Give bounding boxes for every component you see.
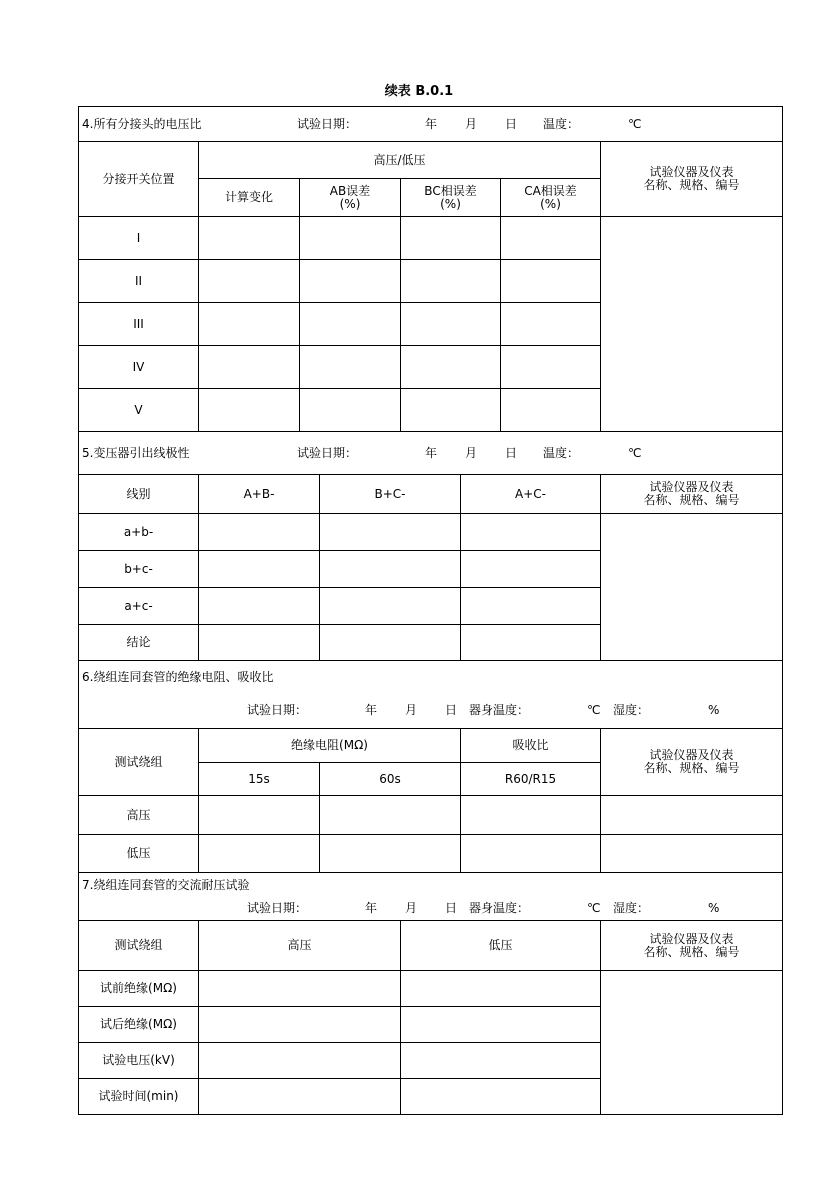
row-label: b+c- <box>79 551 199 588</box>
col-ab-label: AB误差 <box>329 183 371 198</box>
cell[interactable] <box>199 588 320 625</box>
cell[interactable] <box>199 1079 401 1115</box>
cell[interactable] <box>461 835 601 873</box>
month-label: 月 <box>465 116 478 131</box>
instrument-cell[interactable] <box>601 835 783 873</box>
cell[interactable] <box>401 1079 601 1115</box>
cell[interactable] <box>320 796 461 835</box>
instr-line1: 试验仪器及仪表 <box>649 931 734 946</box>
col-insulation-resistance: 绝缘电阻(MΩ) <box>199 729 461 763</box>
col-ca-label: CA相误差 <box>524 183 577 198</box>
date-label: 试验日期： <box>297 445 358 460</box>
date-label: 试验日期： <box>247 703 308 717</box>
row-label: 试后绝缘(MΩ) <box>79 1007 199 1043</box>
col-ab: A+B- <box>199 475 320 514</box>
row-label: 低压 <box>79 835 199 873</box>
section-4-header <box>79 107 783 142</box>
cell[interactable] <box>320 835 461 873</box>
instr-line1: 试验仪器及仪表 <box>649 748 734 762</box>
cell[interactable] <box>199 303 300 346</box>
pct: (%) <box>440 196 461 211</box>
cell[interactable] <box>199 835 320 873</box>
cell[interactable] <box>199 217 300 260</box>
section-5-header <box>79 432 783 475</box>
cell[interactable] <box>401 971 601 1007</box>
day-label: 日 <box>505 116 518 131</box>
cell[interactable] <box>401 260 501 303</box>
month-label: 月 <box>405 703 418 717</box>
year-label: 年 <box>425 445 438 460</box>
col-line: 线别 <box>79 475 199 514</box>
instrument-cell[interactable] <box>601 796 783 835</box>
day-label: 日 <box>445 703 458 717</box>
col-calc: 计算变化 <box>199 179 300 217</box>
cell[interactable] <box>199 1043 401 1079</box>
temp-unit: ℃ <box>628 116 642 131</box>
cell[interactable] <box>199 796 320 835</box>
cell[interactable] <box>300 217 401 260</box>
cell[interactable] <box>199 1007 401 1043</box>
humidity-label: 湿度： <box>613 901 650 915</box>
cell[interactable] <box>199 625 320 661</box>
section-7-header <box>79 873 783 921</box>
temp-unit: ℃ <box>587 901 601 915</box>
row-label: 高压 <box>79 796 199 835</box>
cell[interactable] <box>300 303 401 346</box>
col-position: 分接开关位置 <box>79 142 199 217</box>
cell[interactable] <box>461 588 601 625</box>
instr-line2: 名称、规格、编号 <box>643 493 740 507</box>
year-label: 年 <box>425 116 438 131</box>
row-label: 试验电压(kV) <box>79 1043 199 1079</box>
col-bc <box>401 179 501 217</box>
cell[interactable] <box>461 796 601 835</box>
cell[interactable] <box>401 217 501 260</box>
cell[interactable] <box>501 346 601 389</box>
cell[interactable] <box>401 346 501 389</box>
row-label: V <box>79 389 199 432</box>
section-heading: 5.变压器引出线极性 <box>82 445 190 460</box>
col-absorption: 吸收比 <box>461 729 601 763</box>
month-label: 月 <box>465 445 478 460</box>
col-instrument <box>601 475 783 514</box>
cell[interactable] <box>300 389 401 432</box>
cell[interactable] <box>199 346 300 389</box>
row-label: 结论 <box>79 625 199 661</box>
cell[interactable] <box>461 514 601 551</box>
cell[interactable] <box>199 389 300 432</box>
row-label: 试前绝缘(MΩ) <box>79 971 199 1007</box>
row-label: II <box>79 260 199 303</box>
temp-label: 温度： <box>543 116 580 131</box>
page-title: 续表 B.0.1 <box>384 84 454 99</box>
section-6-header <box>79 661 783 729</box>
instr-line1: 试验仪器及仪表 <box>649 165 734 179</box>
cell[interactable] <box>401 303 501 346</box>
cell[interactable] <box>199 514 320 551</box>
cell[interactable] <box>501 303 601 346</box>
humidity-label: 湿度： <box>613 703 650 717</box>
row-label: a+b- <box>79 514 199 551</box>
insulation-table <box>78 660 783 873</box>
temp-label: 温度： <box>543 445 580 460</box>
date-label: 试验日期： <box>247 901 308 915</box>
instrument-cell[interactable] <box>601 971 783 1115</box>
instrument-cell[interactable] <box>601 217 783 432</box>
cell[interactable] <box>461 625 601 661</box>
section-heading: 4.所有分接头的电压比 <box>82 116 202 131</box>
cell[interactable] <box>401 1007 601 1043</box>
humidity-unit: % <box>708 703 720 717</box>
col-winding: 测试绕组 <box>79 729 199 796</box>
col-bc-label: BC相误差 <box>424 183 477 198</box>
cell[interactable] <box>320 551 461 588</box>
row-label: a+c- <box>79 588 199 625</box>
temp-unit: ℃ <box>628 445 642 460</box>
cell[interactable] <box>320 588 461 625</box>
day-label: 日 <box>505 445 518 460</box>
cell[interactable] <box>300 346 401 389</box>
cell[interactable] <box>501 260 601 303</box>
polarity-table <box>78 431 783 661</box>
col-winding: 测试绕组 <box>79 921 199 971</box>
voltage-ratio-table <box>78 106 783 432</box>
col-ratio: R60/R15 <box>461 763 601 796</box>
cell[interactable] <box>401 389 501 432</box>
instr-line1: 试验仪器及仪表 <box>649 480 734 494</box>
col-60s: 60s <box>320 763 461 796</box>
date-label: 试验日期： <box>297 116 358 131</box>
col-ab <box>300 179 401 217</box>
temp-label: 器身温度： <box>469 703 530 717</box>
temp-label: 器身温度： <box>469 901 530 915</box>
cell[interactable] <box>501 217 601 260</box>
row-label: I <box>79 217 199 260</box>
section-heading: 7.绕组连同套管的交流耐压试验 <box>82 878 250 892</box>
col-15s: 15s <box>199 763 320 796</box>
cell[interactable] <box>199 551 320 588</box>
cell[interactable] <box>320 625 461 661</box>
cell[interactable] <box>401 1043 601 1079</box>
col-instrument <box>601 921 783 971</box>
section-heading: 6.绕组连同套管的绝缘电阻、吸收比 <box>82 670 274 684</box>
col-high-voltage: 高压 <box>199 921 401 971</box>
year-label: 年 <box>365 703 378 717</box>
col-ac: A+C- <box>461 475 601 514</box>
cell[interactable] <box>461 551 601 588</box>
temp-unit: ℃ <box>587 703 601 717</box>
pct: (%) <box>339 196 361 211</box>
instr-line2: 名称、规格、编号 <box>643 944 740 959</box>
cell[interactable] <box>199 971 401 1007</box>
cell[interactable] <box>199 260 300 303</box>
row-label: III <box>79 303 199 346</box>
pct: (%) <box>540 196 561 211</box>
col-low-voltage: 低压 <box>401 921 601 971</box>
col-instrument <box>601 142 783 217</box>
day-label: 日 <box>445 901 458 915</box>
col-ca <box>501 179 601 217</box>
year-label: 年 <box>365 901 378 915</box>
col-instrument <box>601 729 783 796</box>
col-group: 高压/低压 <box>199 142 601 179</box>
instrument-cell[interactable] <box>601 514 783 661</box>
cell[interactable] <box>501 389 601 432</box>
cell[interactable] <box>300 260 401 303</box>
instr-line2: 名称、规格、编号 <box>643 178 740 192</box>
row-label: 试验时间(min) <box>79 1079 199 1115</box>
col-bc: B+C- <box>320 475 461 514</box>
humidity-unit: % <box>708 901 720 915</box>
instr-line2: 名称、规格、编号 <box>643 761 740 775</box>
cell[interactable] <box>320 514 461 551</box>
row-label: IV <box>79 346 199 389</box>
ac-withstand-table <box>78 872 783 1115</box>
month-label: 月 <box>405 901 418 915</box>
